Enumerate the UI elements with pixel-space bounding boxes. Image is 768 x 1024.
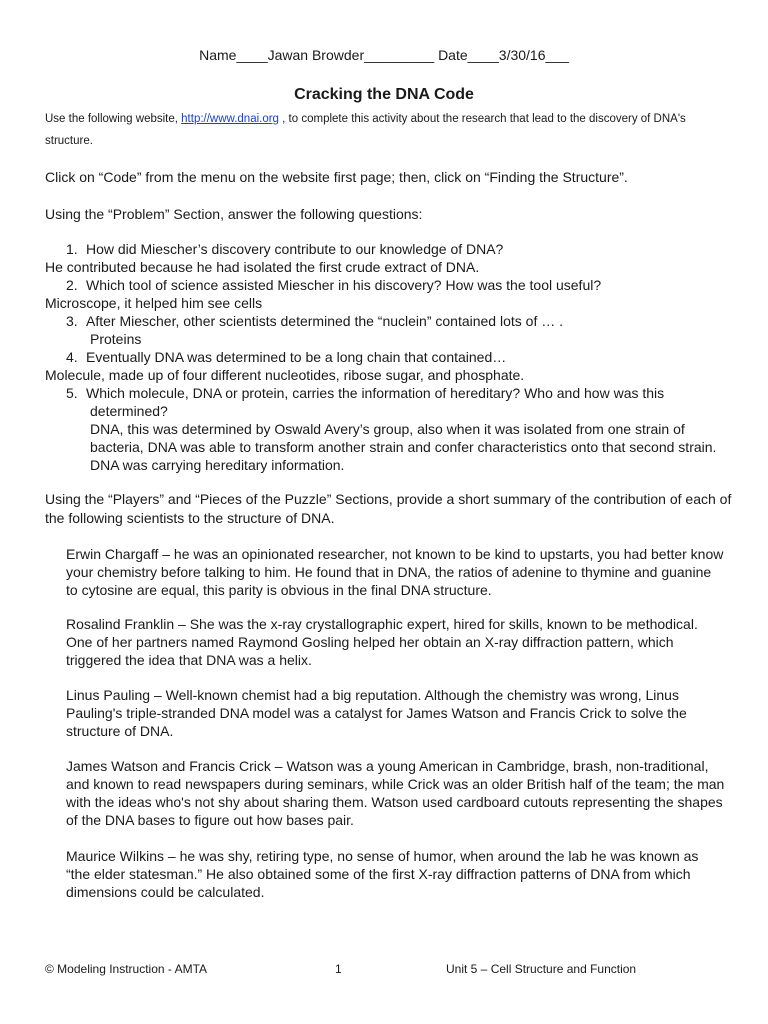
question-4 bbox=[66, 348, 506, 366]
question-5 bbox=[66, 384, 664, 402]
summary-wilkins: Maurice Wilkins – he was shy, retiring type, no sense of humor, when around the lab he was known as “the elder statesman.” He also obtained some of the first X-ray diffraction patterns of DNA from which dimensions could be calculated. bbox=[66, 848, 699, 900]
intro-after: , to complete this activity about the research that lead to the discovery of DNA's structure. bbox=[45, 113, 686, 147]
question-text: Eventually DNA was determined to be a long chain that contained… bbox=[86, 349, 507, 365]
question-5-continued: determined? bbox=[90, 403, 168, 419]
question-number: 2. bbox=[66, 277, 78, 293]
answer-1: He contributed because he had isolated the first crude extract of DNA. bbox=[45, 259, 480, 275]
question-number: 5. bbox=[66, 385, 78, 401]
intro-text bbox=[45, 108, 725, 152]
name-date-line: Name____Jawan Browder_________ Date____3/30/16___ bbox=[199, 47, 569, 63]
question-3 bbox=[66, 312, 563, 330]
question-1 bbox=[66, 240, 503, 258]
question-number: 4. bbox=[66, 349, 78, 365]
summary-pauling: Linus Pauling – Well-known chemist had a big reputation. Although the chemistry was wrong, Linus Pauling's triple-stranded DNA model was a catalyst for James Watson and Francis Crick to solve the structure of DNA. bbox=[66, 687, 687, 739]
question-text: After Miescher, other scientists determined the “nuclein” contained lots of … . bbox=[86, 313, 564, 329]
summary-chargaff: Erwin Chargaff – he was an opinionated researcher, not known to be kind to upstarts, you had better know your chemistry before talking to him. He found that in DNA, the ratios of adenine to thymine and guanine to cytosine are equal, this parity is obvious in the final DNA structure. bbox=[66, 546, 724, 598]
instruction-players-section: Using the “Players” and “Pieces of the Puzzle” Sections, provide a short summary of the contribution of each of the following scientists to the structure of DNA. bbox=[45, 491, 732, 526]
instruction-problem-section: Using the “Problem” Section, answer the following questions: bbox=[45, 206, 423, 222]
answer-3: Proteins bbox=[90, 331, 142, 347]
question-number: 3. bbox=[66, 313, 78, 329]
website-link[interactable]: http://www.dnai.org bbox=[181, 113, 279, 125]
footer-copyright: © Modeling Instruction - AMTA bbox=[45, 962, 208, 976]
instruction-click-code: Click on “Code” from the menu on the website first page; then, click on “Finding the Structure”. bbox=[45, 169, 628, 185]
footer-page-number: 1 bbox=[335, 962, 342, 976]
question-text: Which molecule, DNA or protein, carries the information of hereditary? Who and how was this bbox=[86, 385, 665, 401]
question-2 bbox=[66, 276, 601, 294]
summary-franklin: Rosalind Franklin – She was the x-ray crystallographic expert, hired for skills, known to be methodical. One of her partners named Raymond Gosling helped her obtain an X-ray diffraction pattern, which triggered the idea that DNA was a helix. bbox=[66, 616, 698, 668]
answer-4: Molecule, made up of four different nucleotides, ribose sugar, and phosphate. bbox=[45, 367, 525, 383]
answer-2: Microscope, it helped him see cells bbox=[45, 295, 263, 311]
question-text: Which tool of science assisted Miescher in his discovery? How was the tool useful? bbox=[86, 277, 602, 293]
answer-5: DNA, this was determined by Oswald Avery’s group, also when it was isolated from one strain of bacteria, DNA was able to transform another strain and confer characteristics onto that second strain. DNA was carrying hereditary information. bbox=[90, 421, 717, 473]
footer-unit-title: Unit 5 – Cell Structure and Function bbox=[446, 962, 637, 976]
question-number: 1. bbox=[66, 241, 78, 257]
page-title: Cracking the DNA Code bbox=[294, 86, 474, 103]
question-text: How did Miescher’s discovery contribute to our knowledge of DNA? bbox=[86, 241, 504, 257]
intro-before: Use the following website, bbox=[45, 113, 182, 125]
summary-watson-crick: James Watson and Francis Crick – Watson was a young American in Cambridge, brash, non-traditional, and known to read newspapers during seminars, while Crick was an older British half of the team; the man with the ideas who's not shy about sharing them. Watson used cardboard cutouts representing the shapes of the DNA bases to figure out how bases pair. bbox=[66, 758, 725, 828]
